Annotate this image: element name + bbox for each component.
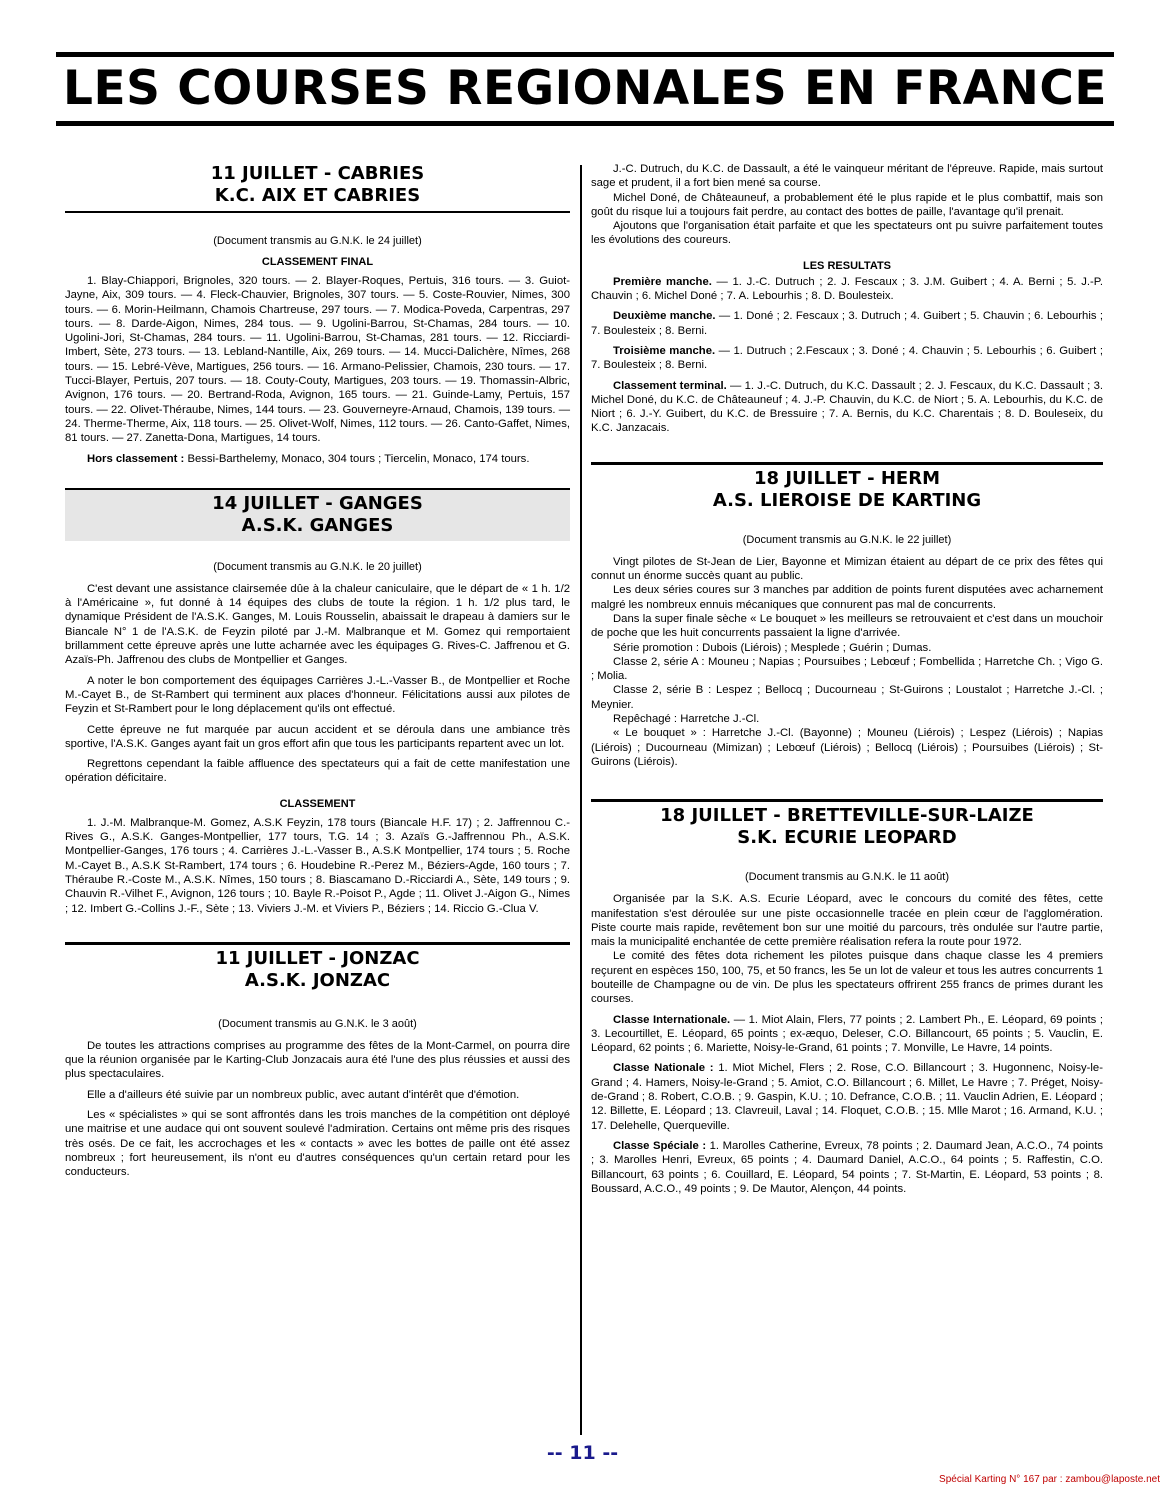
paragraph: Repêchagé : Harretche J.-Cl.	[613, 713, 760, 726]
page-title-banner	[56, 52, 1114, 126]
section-club: K.C. AIX ET CABRIES	[214, 185, 421, 206]
paragraph: Série promotion : Dubois (Liérois) ; Mesplede ; Guérin ; Dumas.	[613, 641, 932, 654]
section-jonzac	[65, 942, 570, 1180]
result-line	[591, 1013, 1103, 1056]
result-text: 1. Miot Michel, Flers ; 2. Rose, C.O. Billancourt ; 3. Hugonnenc, Noisy-le-Grand ; 4. Hamers, Noisy-le-Grand ; 5. Amiot, C.O. Billancourt ; 6. Millet, Le Havre ; 7. Préget, Noisy-de-Grand ; 8. Robert, C.O.B. ; 9. Gaspin, K.U. ; 10. Defrance, C.O.B. ; 11. Vauclin Adrien, E. Léopard ; 12. Billette, E. Léopard ; 13. Clavreuil, Laval ; 14. Floquet, C.O.B. ; 15. Mlle Marot ; 16. Armand, K.U. ; 17. Delehelle, Querqueville.	[591, 1062, 1103, 1132]
document-note: (Document transmis au G.N.K. le 20 juillet)	[213, 560, 422, 573]
results-paragraph: 1. J.-M. Malbranque-M. Gomez, A.S.K Feyzin, 178 tours (Biancale H.F. 17) ; 2. Jaffrennou C.-Rives G., A.S.K. Ganges-Montpellier, 177 tours, T.G. 14 ; 3. Azaïs G.-Jaffrennou Ph., A.S.K. Montpellier-Ganges, 176 tours ; 4. Carrières J.-L.-Vasser B., A.S.K Montpellier, 174 tours ; 5. Roche M.-Cayet B., A.S.K St-Rambert, 174 tours ; 6. Houdebine R.-Perez M., Béziers-Agde, 160 tours ; 7. Théraube R.-Coste M., A.S.K. Nîmes, 150 tours ; 8. Biascamano D.-Ricciardi A., Sète, 149 tours ; 9. Chauvin R.-Vilhet F., Avignon, 126 tours ; 10. Bayle R.-Poisot P., Agde ; 11. Olivet J.-Aigon G., Nimes ; 12. Imbert G.-Collins J.-F., Sète ; 13. Viviers J.-M. et Viviers P., Béziers ; 14. Riccio G.-Clua V.	[65, 816, 570, 915]
section-date: 11 JUILLET - JONZAC	[215, 947, 420, 969]
section-date: 14 JUILLET - GANGES	[212, 492, 423, 514]
result-text: — 1. Dutruch ; 2.Fescaux ; 3. Doné ; 4. Chauvin ; 5. Lebourhis ; 6. Guibert ; 7. Boulesteix ; 8. Berni.	[591, 344, 1103, 372]
paragraph: Vingt pilotes de St-Jean de Lier, Bayonne et Mimizan étaient au départ de ce prix des fêtes qui connut un énorme succès quant au public.	[591, 555, 1103, 583]
paragraph: Les « spécialistes » qui se sont affrontés dans les trois manches de la compétition ont déployé une maitrise et une audace qui ont souvent soulevé l'admiration. Certains ont même pris des risques très osés. De ce fait, les accrochages et les « contacts » avec les bottes de paille ont été assez nombreux ; fort heureusement, ils n'ont eu d'autres conséquences qu'un certain retard pour les conducteurs.	[65, 1108, 570, 1179]
document-note: (Document transmis au G.N.K. le 11 août)	[745, 871, 949, 884]
paragraph: Dans la super finale sèche « Le bouquet » les meilleurs se retrouvaient et c'est dans un mouchoir de poche que les huit concurrents passaient la ligne d'arrivée.	[591, 612, 1103, 640]
scan-credit: Spécial Karting N° 167 par : zambou@laposte.net	[939, 1474, 1160, 1485]
section-club: S.K. ECURIE LEOPARD	[737, 827, 957, 849]
paragraph: Cette épreuve ne fut marquée par aucun accident et se déroula dans une ambiance très sportive, l'A.S.K. Ganges ayant fait un gros effort afin que tous les participants repartent avec un lot.	[65, 723, 570, 750]
paragraph: Organisée par la S.K. A.S. Ecurie Léopard, avec le concours du comité des fêtes, cette manifestation s'est déroulée sur une piste occasionnelle tracée en plein cœur de l'agglomération. Piste courte mais rapide, revêtement bon sur une moitié du parcours, très ondulée sur l'autre partie, mais la municipalité enchantée de cette première réalisation refera la route pour 1972.	[591, 893, 1103, 949]
paragraph: De toutes les attractions comprises au programme des fêtes de la Mont-Carmel, on pourra dire que la réunion organisée par le Karting-Club Jonzacais aura été l'une des plus réussies et aussi des plus spectaculaires.	[65, 1039, 570, 1081]
result-label: Classe Spéciale :	[613, 1139, 707, 1152]
section-ganges	[65, 488, 570, 916]
section-club: A.S. LIEROISE DE KARTING	[712, 489, 982, 511]
right-column	[591, 160, 1103, 1196]
result-line	[591, 344, 1103, 373]
section-heading	[65, 942, 570, 996]
result-text: 1. Marolles Catherine, Evreux, 78 points ; 2. Daumard Jean, A.C.O., 74 points ; 3. Marolles Henri, Evreux, 65 points ; 4. Daumard Daniel, A.C.O., 64 points ; 5. Raffestin, C.O. Billancourt, 63 points ; 6. Couillard, E. Léopard, 54 points ; 7. St-Martin, E. Léopard, 53 points ; 8. Boussard, A.C.O., 49 points ; 9. De Mautor, Alençon, 44 points.	[591, 1139, 1103, 1195]
document-note: (Document transmis au G.N.K. le 24 juillet)	[213, 235, 422, 247]
result-label: Classe Nationale :	[613, 1062, 714, 1075]
section-club: A.S.K. GANGES	[241, 514, 394, 536]
section-herm	[591, 462, 1103, 769]
paragraph: Les deux séries coures sur 3 manches par addition de points furent disputées avec acharnement malgré les nombreux ennuis mécaniques que connurent pas mal de concurrents.	[591, 584, 1103, 611]
section-subtitle: CLASSEMENT FINAL	[261, 256, 374, 268]
result-label: Troisième manche.	[613, 344, 716, 357]
result-line	[591, 309, 1103, 338]
column-divider	[580, 165, 582, 1435]
section-date: 11 JUILLET - CABRIES	[210, 163, 425, 184]
section-cabries	[65, 160, 570, 466]
section-bretteville	[591, 799, 1103, 1196]
result-line	[591, 1061, 1103, 1132]
paragraph: C'est devant une assistance clairsemée dûe à la chaleur caniculaire, que le départ de « 1 h. 1/2 à l'Américaine », fut donné à 14 équipes des clubs de toute la région. 1 h. 1/2 plus tard, le dynamique Président de l'A.S.K. Ganges, M. Louis Rousselin, abaissait le drapeau à damiers sur le Biancale N° 1 de l'A.S.K. de Feyzin piloté par J.-M. Malbranque et M. Gomez qui remportaient brillamment cette épreuve après une lutte acharnée avec les équipages G. Rives-C. Jaffrenou et G. Azaïs-Ph. Jaffrenou des clubs de Montpellier et Ganges.	[65, 582, 570, 667]
hors-classement-label: Hors classement :	[87, 452, 185, 465]
page-title: LES COURSES REGIONALES EN FRANCE	[63, 61, 1107, 116]
section-heading	[65, 160, 570, 213]
result-text: — 1. Doné ; 2. Fescaux ; 3. Dutruch ; 4. Guibert ; 5. Chauvin ; 6. Lebourhis ; 7. Boulesteix ; 8. Berni.	[591, 310, 1103, 337]
hors-classement	[65, 452, 570, 466]
paragraph: Ajoutons que l'organisation était parfaite et que les spectateurs ont pu suivre parfaitement toutes les évolutions des coureurs.	[591, 220, 1103, 247]
result-text: — 1. Miot Alain, Flers, 77 points ; 2. Lambert Ph., E. Léopard, 69 points ; 3. Lecourtillet, E. Léopard, 65 points ; ex-æquo, Deleser, C.O. Billancourt, 65 points ; 5. Vauclin, E. Léopard, 62 points ; 6. Mariette, Noisy-le-Grand, 61 points ; 7. Monville, Le Havre, 14 points.	[591, 1013, 1103, 1055]
section-date: 18 JUILLET - HERM	[754, 467, 940, 489]
paragraph: J.-C. Dutruch, du K.C. de Dassault, a été le vainqueur méritant de l'épreuve. Rapide, mais surtout sage et prudent, il a fort bien mené sa course.	[591, 163, 1103, 190]
result-line	[591, 275, 1103, 304]
section-jonzac-continued	[591, 162, 1103, 436]
result-text: — 1. J.-C. Dutruch, du K.C. Dassault ; 2. J. Fescaux, du K.C. Dassault ; 3. Michel Doné, du K.C. de Châteauneuf ; 4. J.-P. Chauvin, du K.C. de Niort ; 5. A. Lebourhis, du K.C. de Niort ; 6. J.-Y. Guibert, du K.C. de Bressuire ; 7. A. Bernis, du K.C. Charentais ; 8. D. Bouleseix, du K.C. Janzacais.	[591, 379, 1103, 435]
result-label: Classe Internationale.	[613, 1013, 731, 1026]
paragraph: Regrettons cependant la faible affluence des spectateurs qui a fait de cette manifestation une opération déficitaire.	[65, 758, 570, 785]
result-line	[591, 379, 1103, 436]
section-heading	[591, 799, 1103, 853]
document-note: (Document transmis au G.N.K. le 22 juillet)	[742, 533, 952, 546]
result-label: Première manche.	[613, 275, 712, 288]
document-note: (Document transmis au G.N.K. le 3 août)	[218, 1017, 417, 1030]
paragraph: A noter le bon comportement des équipages Carrières J.-L.-Vasser B., de Montpellier et Roche M.-Cayet B., de St-Rambert qui terminent aux places d'honneur. Félicitations aussi aux pilotes de Feyzin et St-Rambert pour le long déplacement qu'ils ont effectué.	[65, 674, 570, 716]
paragraph: Michel Doné, de Châteauneuf, a probablement été le plus rapide et le plus combattif, mais son goût du risque lui a toujours fait perdre, au contact des bottes de paille, l'avantage qu'il prenait.	[591, 191, 1103, 218]
result-label: Classement terminal.	[613, 379, 727, 392]
page-number: -- 11 --	[546, 1442, 619, 1464]
section-club: A.S.K. JONZAC	[244, 969, 391, 991]
results-paragraph: 1. Blay-Chiappori, Brignoles, 320 tours. — 2. Blayer-Roques, Pertuis, 316 tours. — 3. Guiot-Jayne, Aix, 309 tours. — 4. Fleck-Chauvier, Brignoles, 307 tours. — 5. Coste-Rouvier, Nimes, 300 tours. — 6. Morin-Heilmann, Chamois Chartreuse, 297 tours. — 7. Modica-Poveda, Carpentras, 297 tours. — 8. Darde-Aigon, Nimes, 284 tous. — 9. Ugolini-Barrou, St-Chamas, 284 tours. — 10. Ugolini-Jori, St-Chamas, 284 tours. — 11. Ugolini-Barrou, St-Chamas, 281 tours. — 12. Ricciardi-Imbert, Sète, 273 tours. — 13. Lebland-Nantille, Aix, 269 tours. — 14. Mucci-Dalichère, Nîmes, 268 tours. — 15. Lebré-Vève, Martigues, 256 tours. — 16. Armano-Pelissier, Chamois, 230 tours. — 17. Tucci-Blayer, Pertuis, 207 tours. — 18. Couty-Couty, Martigues, 203 tours. — 19. Thomassin-Albric, Avignon, 176 tours. — 20. Bertrand-Roda, Avignon, 165 tours. — 21. Guinde-Lamy, Pertuis, 157 tours. — 22. Olivet-Théraube, Nimes, 144 tours. — 23. Gouverneyre-Arnaud, Chamois, 139 tours. — 24. Therme-Therme, Aix, 118 tours. — 25. Olivet-Wolf, Nimes, 112 tours. — 26. Canto-Gaffet, Nimes, 81 tours. — 27. Zanetta-Dona, Martigues, 14 tours.	[65, 275, 570, 445]
result-line	[591, 1139, 1103, 1196]
result-text: — 1. J.-C. Dutruch ; 2. J. Fescaux ; 3. J.M. Guibert ; 4. A. Berni ; 5. J.-P. Chauvin ; 6. Michel Doné ; 7. A. Lebourhis ; 8. D. Boulesteix.	[591, 275, 1103, 303]
paragraph: Classe 2, série B : Lespez ; Bellocq ; Ducourneau ; St-Guirons ; Loustalot ; Harretche J.-Cl. ; Meynier.	[591, 684, 1103, 711]
section-heading	[591, 462, 1103, 516]
paragraph: Le comité des fêtes dota richement les pilotes puisque dans chaque classe les 4 premiers reçurent en espèces 150, 100, 75, et 50 francs, les 5e un lot de valeur et tous les autres concurrents 1 bouteille de Champagne ou de vin. De plus les spectateurs offrirent 255 francs de primes durant les courses.	[591, 950, 1103, 1006]
result-label: Deuxième manche.	[613, 310, 716, 323]
left-column	[65, 160, 570, 1179]
section-subtitle: CLASSEMENT	[279, 797, 356, 810]
section-subtitle: LES RESULTATS	[803, 259, 891, 272]
paragraph: « Le bouquet » : Harretche J.-Cl. (Bayonne) ; Mouneu (Liérois) ; Lespez (Liérois) ; Napias (Liérois) ; Ducourneau (Mimizan) ; Lebœuf (Liérois) ; Bellocq (Liérois) ; Poursuibes (Liérois) ; St-Guirons (Liérois).	[591, 727, 1103, 768]
hors-classement-text: Bessi-Barthelemy, Monaco, 304 tours ; Tiercelin, Monaco, 174 tours.	[184, 452, 530, 465]
paragraph: Elle a d'ailleurs été suivie par un nombreux public, avec autant d'intérêt que d'émotion.	[87, 1088, 520, 1101]
section-heading	[65, 488, 570, 541]
paragraph: Classe 2, série A : Mouneu ; Napias ; Poursuibes ; Lebœuf ; Fombellida ; Harretche Ch. ; Vigo G. ; Molia.	[591, 655, 1103, 683]
section-date: 18 JUILLET - BRETTEVILLE-SUR-LAIZE	[660, 805, 1034, 827]
